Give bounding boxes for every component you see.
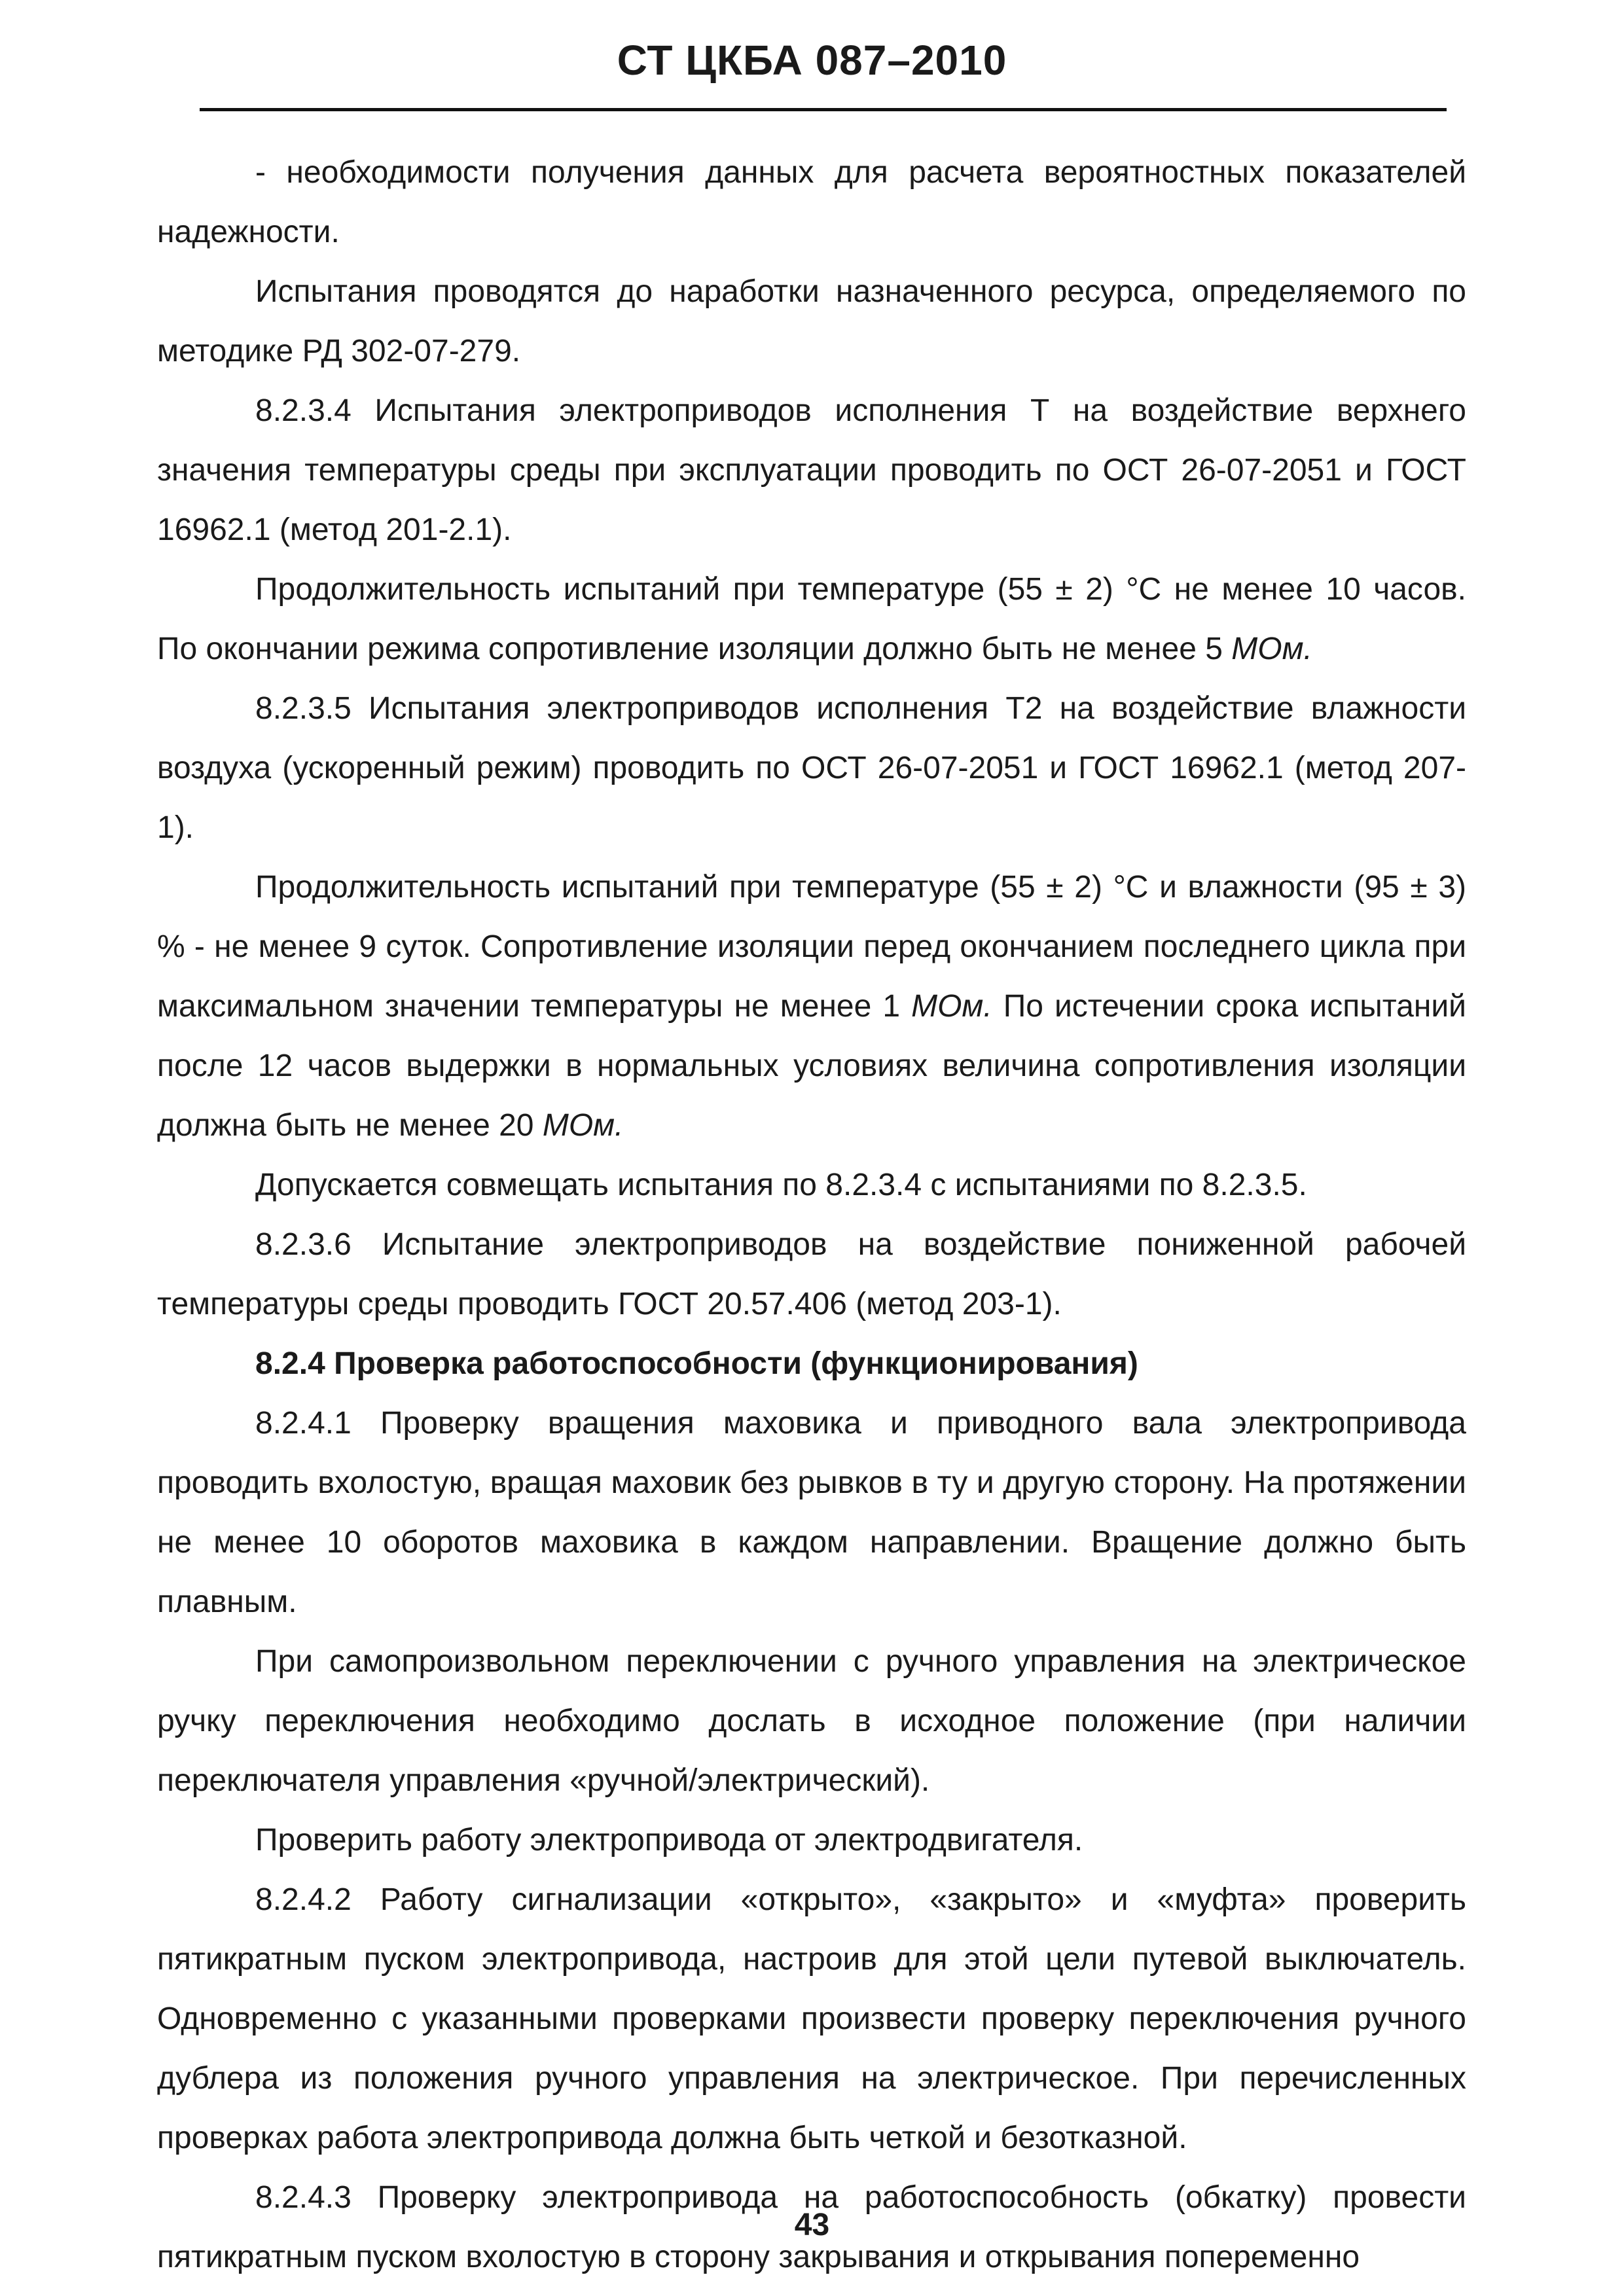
document-body — [157, 143, 1466, 2287]
section-heading-8-2-4: 8.2.4 Проверка работоспособности (функционирования) — [255, 1346, 1138, 1381]
paragraph-combine-tests: Допускается совмещать испытания по 8.2.3.4 с испытаниями по 8.2.3.5. — [255, 1168, 1307, 1202]
paragraph-motor-check: Проверить работу электропривода от электродвигателя. — [255, 1823, 1083, 1857]
paragraph-8-2-4-2: 8.2.4.2 Работу сигнализации «открыто», «закрыто» и «муфта» проверить пятикратным пуском электропривода, настроив для этой цели путевой выключатель. Одновременно с указанными проверками произвести проверку переключения ручного дублера из положения ручного управления на электрическое. При перечисленных проверках работа электропривода должна быть четкой и безотказной. — [157, 1882, 1466, 2155]
paragraph-duration-2-part1: Продолжительность испытаний при температуре (55 ± 2) °С и влажности (95 ± 3) % - не менее 9 суток. Сопротивление изоляции перед окончанием последнего цикла при максимальном значении температуры не менее 1 — [157, 870, 1466, 1024]
unit-mohm: МОм. — [911, 989, 992, 1024]
paragraph-8-2-4-3: 8.2.4.3 Проверку электропривода на работоспособность (обкатку) провести пятикратным пуском вхолостую в сторону закрывания и открывания попеременно — [157, 2180, 1466, 2274]
header-divider — [200, 108, 1447, 111]
unit-mohm: МОм. — [542, 1108, 624, 1143]
unit-mohm: МОм. — [1231, 632, 1312, 666]
paragraph-8-2-3-4: 8.2.3.4 Испытания электроприводов исполнения Т на воздействие верхнего значения температуры среды при эксплуатации проводить по ОСТ 26-07-2051 и ГОСТ 16962.1 (метод 201-2.1). — [157, 393, 1466, 547]
paragraph-8-2-4-1: 8.2.4.1 Проверку вращения маховика и приводного вала электропривода проводить вхолостую, вращая маховик без рывков в ту и другую сторону. На протяжении не менее 10 оборотов маховика в каждом направлении. Вращение должно быть плавным. — [157, 1406, 1466, 1619]
paragraph-manual-switch: При самопроизвольном переключении с ручного управления на электрическое ручку переключения необходимо дослать в исходное положение (при наличии переключателя управления «ручной/электрический). — [157, 1644, 1466, 1798]
paragraph-duration-2-part2: По истечении срока испытаний после 12 часов выдержки в нормальных условиях величина сопротивления изоляции должна быть не менее 20 — [157, 989, 1466, 1143]
paragraph-8-2-3-6: 8.2.3.6 Испытание электроприводов на воздействие пониженной рабочей температуры среды проводить ГОСТ 20.57.406 (метод 203-1). — [157, 1227, 1466, 1321]
document-header-title: СТ ЦКБА 087–2010 — [617, 37, 1007, 84]
paragraph-1: - необходимости получения данных для расчета вероятностных показателей надежности. — [157, 155, 1466, 249]
paragraph-duration-1-text: Продолжительность испытаний при температуре (55 ± 2) °С не менее 10 часов. По окончании режима сопротивление изоляции должно быть не менее 5 — [157, 572, 1466, 666]
paragraph-8-2-3-5: 8.2.3.5 Испытания электроприводов исполнения Т2 на воздействие влажности воздуха (ускоренный режим) проводить по ОСТ 26-07-2051 и ГОСТ 16962.1 (метод 207-1). — [157, 691, 1466, 845]
paragraph-2: Испытания проводятся до наработки назначенного ресурса, определяемого по методике РД 302-07-279. — [157, 274, 1466, 368]
paragraph-duration-1 — [157, 560, 1466, 679]
page-number: 43 — [794, 2208, 830, 2242]
paragraph-duration-2 — [157, 857, 1466, 1155]
